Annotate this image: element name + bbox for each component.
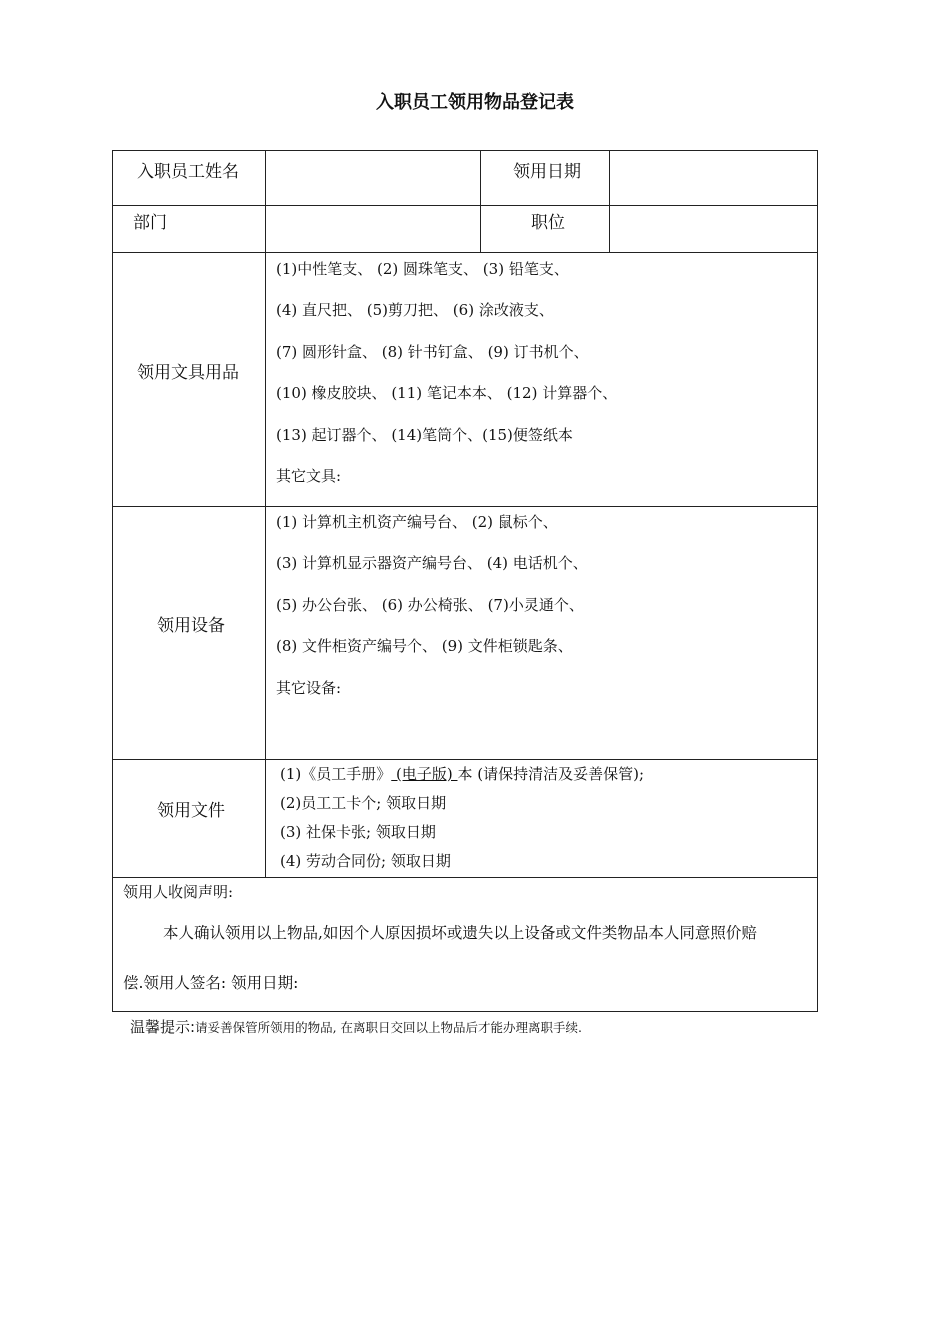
equipment-label: 领用设备	[157, 616, 225, 636]
handbook-text: (1)《员工手册》	[280, 765, 392, 783]
equipment-line: (5) 办公台张、 (6) 办公椅张、 (7)小灵通个、	[276, 596, 584, 614]
position-label: 职位	[531, 213, 565, 233]
name-label: 入职员工姓名	[137, 162, 239, 182]
column-divider	[480, 151, 481, 252]
stationery-line: (13) 起订器个、 (14)笔筒个、(15)便签纸本	[276, 426, 573, 444]
document-line: (4) 劳动合同份; 领取日期	[280, 852, 451, 870]
declaration-heading: 领用人收阅声明:	[123, 883, 234, 901]
equipment-line: (3) 计算机显示器资产编号台、 (4) 电话机个、	[276, 554, 588, 572]
row-divider	[113, 506, 817, 507]
stationery-line: (4) 直尺把、 (5)剪刀把、 (6) 涂改液支、	[276, 301, 554, 319]
department-label: 部门	[133, 213, 167, 233]
row-divider	[113, 759, 817, 760]
department-field[interactable]	[266, 206, 479, 252]
documents-label: 领用文件	[157, 801, 225, 821]
reminder-label: 温馨提示:	[130, 1018, 196, 1036]
electronic-version-text: (电子版)	[391, 765, 458, 783]
registration-form	[112, 150, 818, 1012]
declaration-signature-line: 偿.领用人签名: 领用日期:	[123, 974, 299, 992]
row-divider	[113, 252, 817, 253]
position-field[interactable]	[610, 206, 816, 252]
form-title: 入职员工领用物品登记表	[376, 92, 574, 113]
stationery-line: (1)中性笔支、 (2) 圆珠笔支、 (3) 铅笔支、	[276, 260, 569, 278]
date-field[interactable]	[610, 152, 816, 205]
reminder-note	[130, 1016, 582, 1037]
equipment-line: (8) 文件柜资产编号个、 (9) 文件柜锁匙条、	[276, 637, 573, 655]
name-field[interactable]	[266, 152, 479, 205]
document-line: (2)员工工卡个; 领取日期	[280, 794, 447, 812]
handbook-suffix: 本 (请保持清洁及妥善保管);	[457, 765, 645, 783]
row-divider	[113, 877, 817, 878]
document-line	[280, 763, 644, 784]
stationery-other: 其它文具:	[276, 467, 342, 485]
document-line: (3) 社保卡张; 领取日期	[280, 823, 436, 841]
stationery-label: 领用文具用品	[137, 363, 239, 383]
stationery-line: (7) 圆形针盒、 (8) 针书钉盒、 (9) 订书机个、	[276, 343, 589, 361]
declaration-body: 本人确认领用以上物品,如因个人原因损坏或遗失以上设备或文件类物品本人同意照价赔	[163, 924, 757, 942]
equipment-other: 其它设备:	[276, 679, 342, 697]
column-divider	[265, 151, 266, 877]
date-label: 领用日期	[513, 162, 581, 182]
reminder-text: 请妥善保管所领用的物品, 在离职日交回以上物品后才能办理离职手续.	[195, 1020, 582, 1035]
stationery-line: (10) 橡皮胶块、 (11) 笔记本本、 (12) 计算器个、	[276, 384, 618, 402]
equipment-line: (1) 计算机主机资产编号台、 (2) 鼠标个、	[276, 513, 558, 531]
